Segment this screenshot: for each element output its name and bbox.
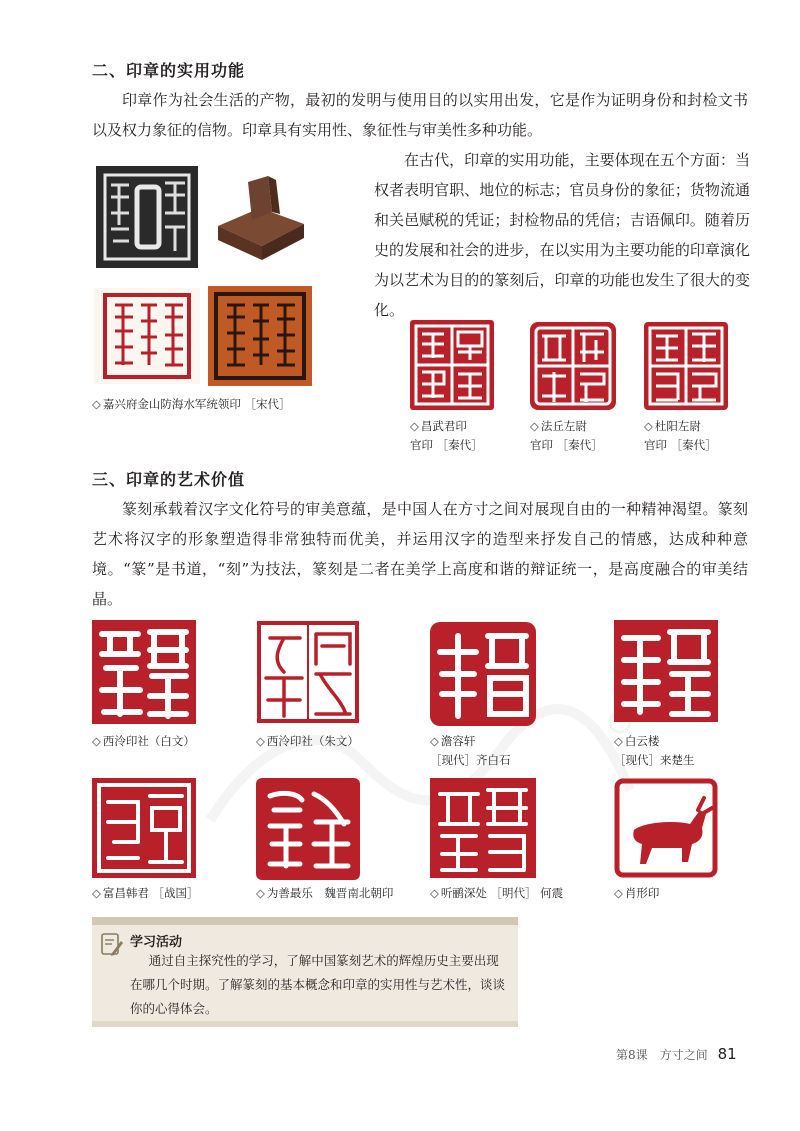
qin-seal-caption-3: ◇ 杜阳左尉 官印 ［秦代］ [644,419,717,452]
song-seal-caption: ◇ 嘉兴府金山防海水军统领印 ［宋代］ [92,397,291,411]
row2-caption-3: ◇ 听鹂深处 ［明代］ 何震 [430,886,564,900]
song-seal-red-print [94,288,200,384]
diamond-icon: ◇ [256,886,265,900]
diamond-icon: ◇ [92,734,101,748]
diamond-icon: ◇ [614,734,623,748]
seal-weishanzuile [256,778,360,880]
row1-caption-1: ◇ 西泠印社（白文） [92,734,195,748]
qin-seal-faqiuzuowei [530,322,616,410]
diamond-icon: ◇ [92,886,101,900]
row1-caption-3: ◇ 澹容轩 ［现代］齐白石 [430,734,511,767]
row1-caption-2: ◇ 西泠印社（朱文） [256,734,359,748]
diamond-icon: ◇ [614,886,623,900]
pencil-note-icon [100,931,124,957]
activity-title: 学习活动 [130,935,183,950]
diamond-icon: ◇ [256,734,265,748]
page-number: 81 [717,1045,737,1063]
qin-seal-duyangzuowei [644,322,728,410]
paragraph-practical-functions: 在古代，印章的实用功能，主要体现在五个方面：当权者表明官职、地位的标志；官员身份的象征；货物流通和关邑赋税的凭证；封检物品的凭信；吉语佩印。随着历史的发展和社会的进步，在以实用为主要功能的印章演化为以艺术为目的的篆刻后，印章的功能也发生了很大的变化。 [374,151,750,319]
diamond-icon: ◇ [644,419,653,433]
learning-activity-box [92,917,518,1027]
seal-xiling-white [92,620,196,724]
bronze-seal-image [210,168,310,264]
row2-caption-4: ◇ 肖形印 [614,886,660,900]
diamond-icon: ◇ [410,419,419,433]
seal-fuchanghanjun [92,778,196,878]
paragraph-artistic-value: 篆刻承载着汉字文化符号的审美意蕴，是中国人在方寸之间对展现自由的一种精神渴望。篆刻艺术将汉字的形象塑造得非常独特而优美，并运用汉字的造型来抒发自己的情感，达成种种意境。“篆”是书道，“刻”为技法，篆刻是二者在美学上高度和谐的辩证统一，是高度融合的审美结晶。 [92,500,748,608]
activity-body: 通过自主探究性的学习，了解中国篆刻艺术的辉煌历史主要出现在哪几个时期。了解篆刻的基本概念和印章的实用性与艺术性，谈谈你的心得体会。 [130,953,506,1016]
seal-xiaoxing-animal [614,778,718,878]
row1-caption-4: ◇ 白云楼 ［现代］来楚生 [614,734,695,767]
section-heading-practical: 二、印章的实用功能 [92,61,246,80]
row2-caption-2: ◇ 为善最乐 魏晋南北朝印 [256,886,394,900]
song-seal-figure [92,162,314,390]
seal-rubbing-image [96,166,198,268]
song-seal-face-image [208,286,312,386]
paragraph-intro: 印章作为社会生活的产物，最初的发明与使用目的以实用出发，它是作为证明身份和封检文书以及权力象征的信物。印章具有实用性、象征性与审美性多种功能。 [92,91,748,139]
qin-seal-caption-1: ◇ 昌武君印 官印 ［秦代］ [410,419,483,452]
seal-xiling-red [256,620,360,724]
seal-baiyunlou [614,620,718,722]
diamond-icon: ◇ [430,734,439,748]
diamond-icon: ◇ [530,419,539,433]
seal-danrongxuan [430,622,536,726]
seal-tinglishenchu [430,778,536,878]
page-footer [616,1045,737,1063]
row2-caption-1: ◇ 富昌韩君 ［战国］ [92,886,199,900]
qin-seal-changwujun [410,320,494,410]
lesson-label: 第8课 方寸之间 [616,1048,708,1062]
activity-top-bar [92,917,518,925]
diamond-icon: ◇ [430,886,439,900]
activity-bottom-bar [92,1021,518,1027]
qin-seal-caption-2: ◇ 法丘左尉 官印 ［秦代］ [530,419,603,452]
section-heading-artistic: 三、印章的艺术价值 [92,470,246,489]
diamond-icon: ◇ [92,397,101,411]
